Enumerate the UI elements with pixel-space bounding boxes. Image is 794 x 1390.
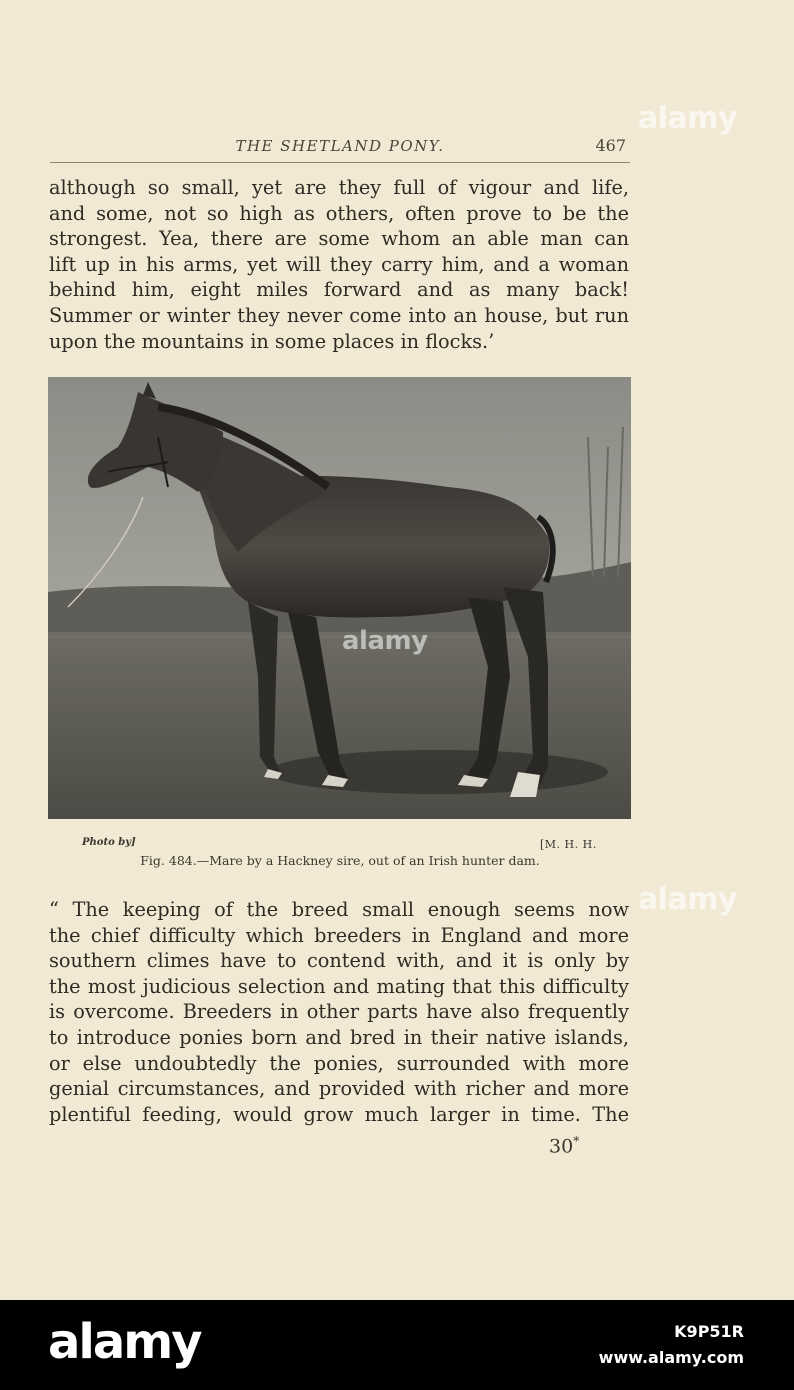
site-url: www.alamy.com [598,1348,744,1367]
signature-asterisk: * [573,1134,580,1148]
paragraph-line: “ The keeping of the breed small enough seems now [49,898,629,921]
paragraph-line: Summer or winter they never come into an house, but run [49,303,629,327]
paragraph-line: lift up in his arms, yet will they carry him, and a woman [49,252,629,276]
paragraph-line: is overcome. Breeders in other parts have also frequently [49,1000,629,1024]
image-id: K9P51R [674,1322,744,1341]
horse-photograph [48,377,631,819]
paragraph-line: strongest. Yea, there are some whom an able man can [49,227,629,251]
paragraph-line: the most judicious selection and mating that this difficulty [49,974,629,998]
paragraph-1 [49,175,629,354]
photo-credit: Photo by] [82,837,136,848]
alamy-logo: alamy [48,1314,201,1370]
stock-footer-bar [0,1300,794,1390]
running-title: THE SHETLAND PONY. [235,137,445,155]
paragraph-line: upon the mountains in some places in flocks.’ [49,329,495,353]
paragraph-line: to introduce ponies born and bred in their native islands, [49,1025,629,1049]
watermark-middle: alamy [638,882,738,917]
watermark-top: alamy [638,101,738,136]
horse-photo-illustration [48,377,631,819]
paragraph-line: the chief difficulty which breeders in England and more [49,923,629,947]
figure-caption: Fig. 484.—Mare by a Hackney sire, out of an Irish hunter dam. [140,853,540,868]
page-number: 467 [595,136,626,155]
photo-source: [M. H. H. [540,838,597,851]
paragraph-line: southern climes have to contend with, and it is only by [49,949,629,973]
paragraph-2 [49,897,629,1127]
paragraph-line: genial circumstances, and provided with richer and more [49,1077,629,1101]
page-header [50,134,630,163]
paragraph-line: although so small, yet are they full of vigour and life, [49,176,629,199]
paragraph-line: or else undoubtedly the ponies, surrounded with more [49,1051,629,1075]
paragraph-line: and some, not so high as others, often prove to be the [49,201,629,225]
paragraph-line: behind him, eight miles forward and as many back! [49,278,629,302]
paragraph-line: plentiful feeding, would grow much larger in time. The [49,1102,629,1126]
signature-number: 30 [549,1135,574,1158]
photo-watermark: alamy [342,626,428,656]
signature-mark [549,1134,579,1157]
